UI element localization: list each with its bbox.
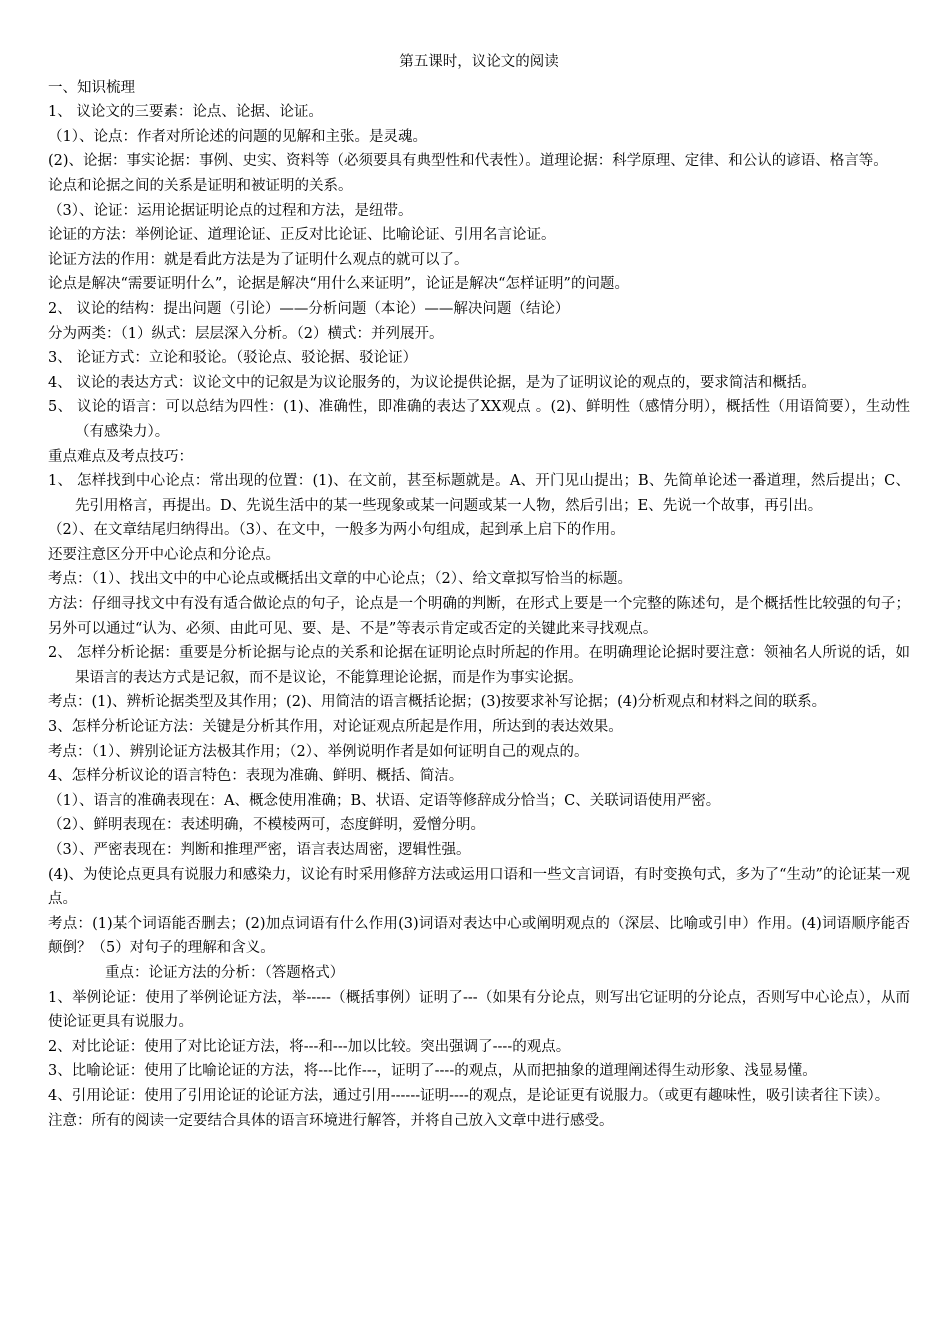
- paragraph: 1、举例论证：使用了举例论证方法，举-----（概括事例）证明了---（如果有分论点，则写出它证明的分论点，否则写中心论点），从而使论证更具有说服力。: [48, 989, 910, 1031]
- paragraph: 2、 怎样分析论据：重要是分析论据与论点的关系和论据在证明论点时所起的作用。在明确理论论据时要注意：领袖名人所说的话，如果语言的表达方式是记叙，而不是议论，不能算理论论据，而是作为事实论据。: [48, 645, 910, 686]
- document-page: [48, 50, 910, 1133]
- paragraph: 考点：（1）、找出文中的中心论点或概括出文章的中心论点；（2）、给文章拟写恰当的标题。: [48, 571, 632, 588]
- paragraph: 考点：(1)某个词语能否删去；(2)加点词语有什么作用(3)词语对表达中心或阐明观点的（深层、比喻或引申）作用。(4)词语顺序能否颠倒？（5）对句子的理解和含义。: [48, 915, 910, 957]
- paragraph: (2)、论据：事实论据：事例、史实、资料等（必须要具有典型性和代表性）。道理论据：科学原理、定律、和公认的谚语、格言等。: [48, 153, 888, 170]
- paragraph: 4、 议论的表达方式：议论文中的记叙是为议论服务的，为议论提供论据，是为了证明议论的观点的，要求简洁和概括。: [48, 374, 816, 391]
- paragraph: (4)、为使论点更具有说服力和感染力，议论有时采用修辞方法或运用口语和一些文言词语，有时变换句式，多为了“生动”的论证某一观点。: [48, 866, 910, 908]
- paragraph: 1、 怎样找到中心论点：常出现的位置：(1)、在文前，甚至标题就是。A、开门见山提出；B、先简单论述一番道理，然后提出；C、先引用格言，再提出。D、先说生活中的某一些现象或某一问题或某一人物，然后引出；E、先说一个故事，再引出。: [48, 473, 910, 514]
- paragraph: （2）、鲜明表现在：表述明确，不模棱两可，态度鲜明，爱憎分明。: [48, 817, 485, 834]
- paragraph: 分为两类：（1）纵式：层层深入分析。（2）横式：并列展开。: [48, 325, 444, 342]
- paragraph: 论点是解决“需要证明什么”，论据是解决“用什么来证明”，论证是解决“怎样证明”的问题。: [48, 276, 629, 293]
- paragraph: 论点和论据之间的关系是证明和被证明的关系。: [48, 177, 353, 194]
- paragraph: 3、怎样分析论证方法：关键是分析其作用，对论证观点所起是作用，所达到的表达效果。: [48, 719, 623, 736]
- paragraph: （3）、论证：运用论据证明论点的过程和方法，是纽带。: [48, 202, 413, 219]
- paragraph: （2）、在文章结尾归纳得出。（3）、在文中，一般多为两小句组成，起到承上启下的作用。: [48, 522, 625, 539]
- paragraph: （3）、严密表现在：判断和推理严密，语言表达周密，逻辑性强。: [48, 842, 471, 858]
- paragraph: （1）、语言的准确表现在：A、概念使用准确；B、状语、定语等修辞成分恰当；C、关联词语使用严密。: [48, 792, 721, 809]
- paragraph: 注意：所有的阅读一定要结合具体的语言环境进行解答，并将自己放入文章中进行感受。: [48, 1112, 614, 1129]
- paragraph: 2、对比论证：使用了对比论证方法，将---和---加以比较。突出强调了----的观点。: [48, 1038, 571, 1055]
- paragraph: 方法：仔细寻找文中有没有适合做论点的句子，论点是一个明确的判断，在形式上要是一个完整的陈述句，是个概括性比较强的句子；另外可以通过“认为、必须、由此可见、要、是、不是”等表示肯定或否定的关键此来寻找观点。: [48, 596, 910, 637]
- paragraph: 考点：（1）、辨别论证方法极其作用；（2）、举例说明作者是如何证明自己的观点的。: [48, 743, 589, 760]
- paragraph: 3、比喻论证：使用了比喻论证的方法，将---比作---，证明了----的观点，从而把抽象的道理阐述得生动形象、浅显易懂。: [48, 1063, 817, 1080]
- paragraph: 1、 议论文的三要素：论点、论据、论证。: [48, 104, 323, 121]
- paragraph: （1）、论点：作者对所论述的问题的见解和主张。是灵魂。: [48, 128, 427, 145]
- paragraph: 论证的方法：举例论证、道理论证、正反对比论证、比喻论证、引用名言论证。: [48, 227, 556, 244]
- section-heading: 一、知识梳理: [48, 79, 135, 96]
- paragraph: 3、 论证方式：立论和驳论。（驳论点、驳论据、驳论证）: [48, 350, 418, 367]
- paragraph: 考点：(1)、辨析论据类型及其作用；(2)、用简洁的语言概括论据；(3)按要求补写论据；(4)分析观点和材料之间的联系。: [48, 694, 827, 711]
- paragraph: 2、 议论的结构：提出问题（引论）——分析问题（本论）——解决问题（结论）: [48, 300, 570, 317]
- page-title: 第五课时，议论文的阅读: [399, 54, 559, 70]
- paragraph: 4、怎样分析议论的语言特色：表现为准确、鲜明、概括、简洁。: [48, 768, 464, 785]
- paragraph: 论证方法的作用：就是看此方法是为了证明什么观点的就可以了。: [48, 251, 469, 268]
- section-heading: 重点难点及考点技巧：: [48, 448, 193, 465]
- paragraph: 4、引用论证：使用了引用论证的论证方法，通过引用------证明----的观点，是论证更有说服力。（或更有趣味性，吸引读者往下读）。: [48, 1087, 890, 1104]
- subheading: 重点：论证方法的分析：（答题格式）: [105, 964, 345, 981]
- paragraph: 还要注意区分开中心论点和分论点。: [48, 546, 280, 563]
- paragraph: 5、 议论的语言：可以总结为四性：(1)、准确性，即准确的表达了XX观点 。(2)、鲜明性（感情分明），概括性（用语简要），生动性（有感染力）。: [48, 399, 910, 440]
